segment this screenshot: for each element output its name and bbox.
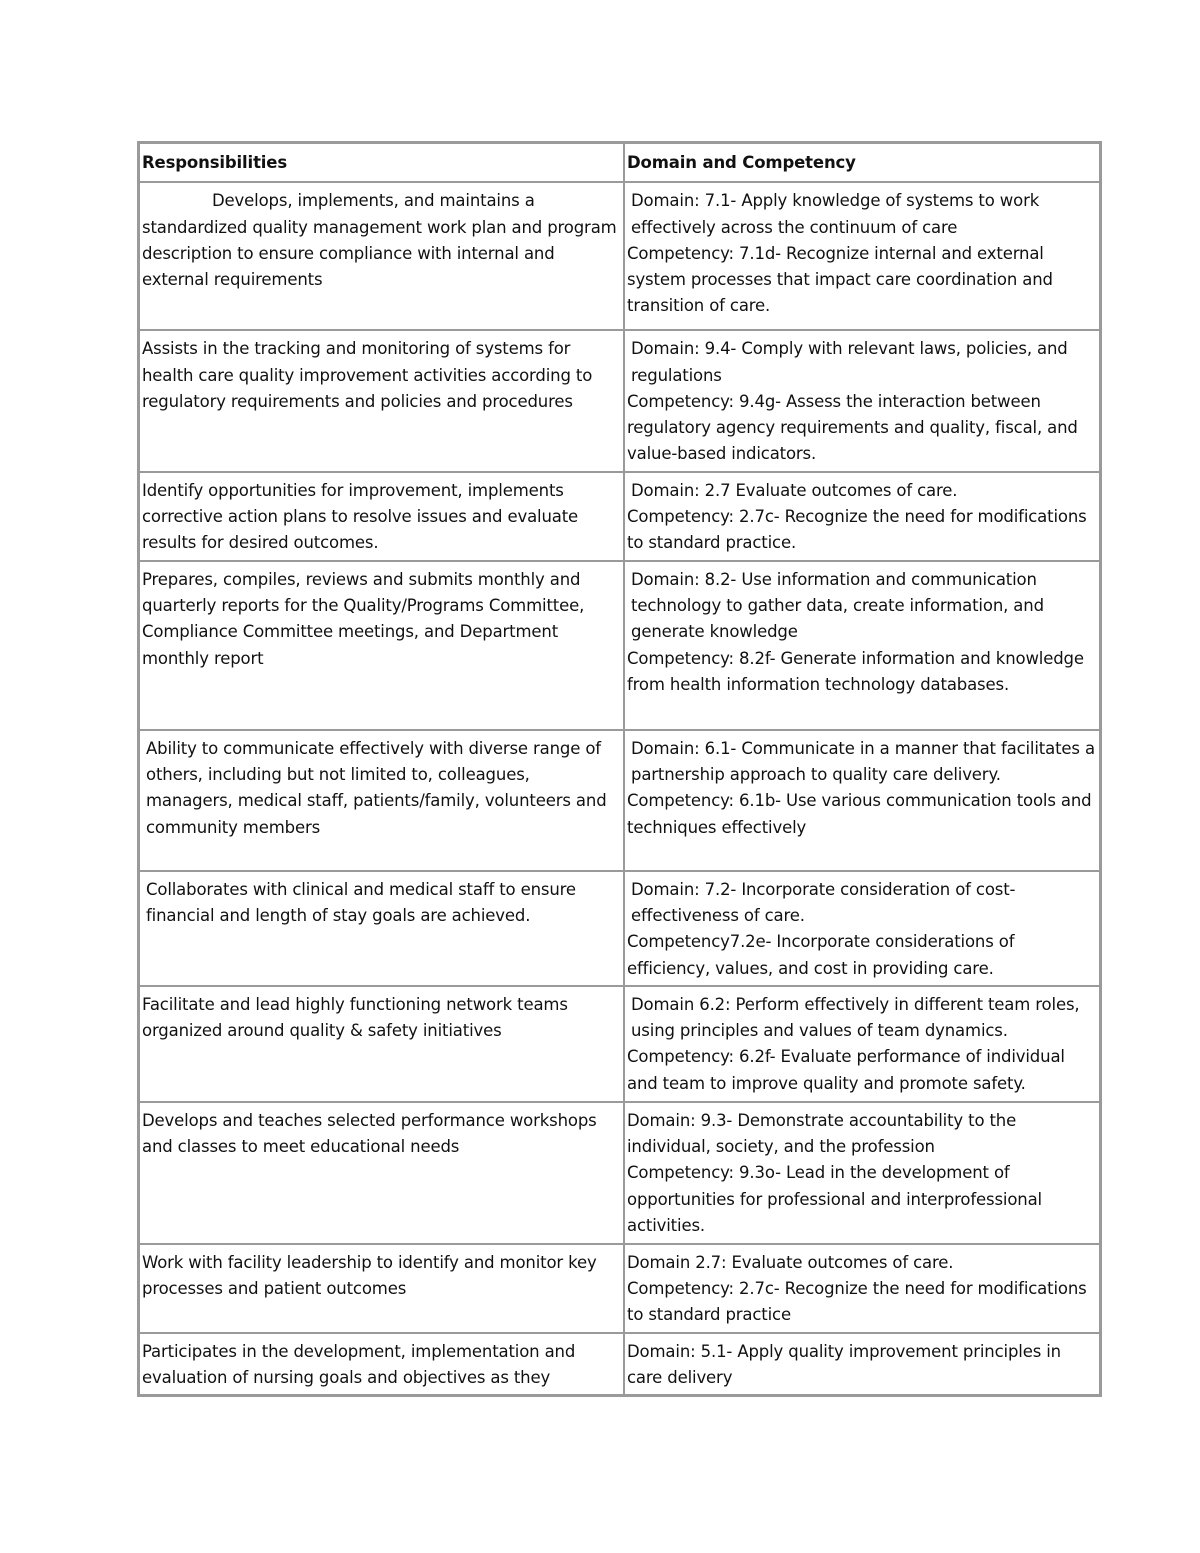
responsibility-text: Prepares, compiles, reviews and submits monthly and quarterly reports for the Quality/Programs Committee, Compliance Committee meetings, and Department monthly report (142, 569, 590, 668)
responsibility-text: Develops and teaches selected performance workshops and classes to meet educational needs (142, 1110, 602, 1157)
table-header-row (139, 143, 1100, 182)
responsibility-cell (139, 561, 624, 730)
responsibilities-table (137, 141, 1102, 1397)
responsibility-text: Facilitate and lead highly functioning network teams organized around quality & safety initiatives (142, 994, 573, 1041)
domain-text: Domain 6.2: Perform effectively in different team roles, using principles and values of team dynamics. (631, 994, 1085, 1041)
domain-text: Domain: 7.1- Apply knowledge of systems to work effectively across the continuum of care (631, 191, 1045, 237)
domain-text: Domain 2.7: Evaluate outcomes of care. (627, 1252, 954, 1272)
domain-competency-cell (624, 1244, 1100, 1333)
domain-competency-cell (624, 182, 1100, 330)
responsibility-text: Identify opportunities for improvement, implements corrective action plans to resolve issues and evaluate results for desired outcomes. (142, 480, 584, 553)
domain-text: Domain: 6.1- Communicate in a manner that facilitates a partnership approach to quality care delivery. (631, 738, 1101, 784)
responsibility-cell (139, 986, 624, 1102)
competency-text: Competency7.2e- Incorporate considerations of efficiency, values, and cost in providing care. (627, 932, 1020, 978)
responsibility-text: Ability to communicate effectively with diverse range of others, including but not limited to, colleagues, managers, medical staff, patients/family, volunteers and community members (146, 738, 612, 837)
table-row (139, 986, 1100, 1102)
responsibility-cell (139, 1333, 624, 1396)
table-row (139, 472, 1100, 561)
competency-text: Competency: 8.2f- Generate information and knowledge from health information technology databases. (627, 648, 1089, 694)
header-domain-competency: Domain and Competency (624, 143, 1100, 182)
responsibility-text: Work with facility leadership to identify and monitor key processes and patient outcomes (142, 1252, 602, 1299)
competency-text: Competency: 7.1d- Recognize internal and external system processes that impact care coordination and transition of care. (627, 243, 1058, 316)
table-row (139, 1102, 1100, 1244)
competency-text: Competency: 6.1b- Use various communication tools and techniques effectively (627, 791, 1097, 837)
domain-text: Domain: 9.4- Comply with relevant laws, policies, and regulations (631, 339, 1073, 385)
domain-competency-cell (624, 871, 1100, 986)
domain-competency-cell (624, 472, 1100, 561)
competency-text: Competency: 6.2f- Evaluate performance of individual and team to improve quality and promote safety. (627, 1047, 1070, 1093)
responsibility-text: Develops, implements, and maintains a standardized quality management work plan and program description to ensure compliance with internal and external requirements (142, 191, 622, 290)
table-row (139, 871, 1100, 986)
domain-text: Domain: 5.1- Apply quality improvement principles in care delivery (627, 1341, 1067, 1388)
competency-text: Competency: 2.7c- Recognize the need for modifications to standard practice (627, 1279, 1092, 1325)
responsibility-cell (139, 730, 624, 871)
table-row (139, 182, 1100, 330)
header-responsibilities: Responsibilities (139, 143, 624, 182)
competency-text: Competency: 2.7c- Recognize the need for modifications to standard practice. (627, 507, 1092, 553)
responsibility-text: Assists in the tracking and monitoring of systems for health care quality improvement activities according to regulatory requirements and policies and procedures (142, 339, 598, 411)
table-row (139, 561, 1100, 730)
domain-text: Domain: 9.3- Demonstrate accountability to the individual, society, and the profession (627, 1110, 1022, 1157)
domain-competency-cell (624, 330, 1100, 471)
domain-text: Domain: 8.2- Use information and communication technology to gather data, create information, and generate knowledge (631, 569, 1050, 642)
responsibility-cell (139, 330, 624, 471)
table-row (139, 1244, 1100, 1333)
competency-text: Competency: 9.3o- Lead in the development of opportunities for professional and interprofessional activities. (627, 1163, 1048, 1236)
domain-text: Domain: 7.2- Incorporate consideration of cost-effectiveness of care. (631, 879, 1016, 925)
responsibility-text: Participates in the development, implementation and evaluation of nursing goals and objectives as they (142, 1341, 581, 1388)
domain-text: Domain: 2.7 Evaluate outcomes of care. (631, 480, 958, 500)
domain-competency-cell (624, 1102, 1100, 1244)
domain-competency-cell (624, 986, 1100, 1102)
responsibility-text: Collaborates with clinical and medical staff to ensure financial and length of stay goals are achieved. (146, 879, 582, 925)
competency-text: Competency: 9.4g- Assess the interaction between regulatory agency requirements and quality, fiscal, and value-based indicators. (627, 391, 1083, 464)
table-row (139, 730, 1100, 871)
table-row (139, 1333, 1100, 1396)
responsibility-cell (139, 182, 624, 330)
responsibility-cell (139, 871, 624, 986)
domain-competency-cell (624, 730, 1100, 871)
table-row (139, 330, 1100, 471)
domain-competency-cell (624, 1333, 1100, 1396)
responsibility-cell (139, 1244, 624, 1333)
domain-competency-cell (624, 561, 1100, 730)
responsibility-cell (139, 1102, 624, 1244)
responsibility-cell (139, 472, 624, 561)
